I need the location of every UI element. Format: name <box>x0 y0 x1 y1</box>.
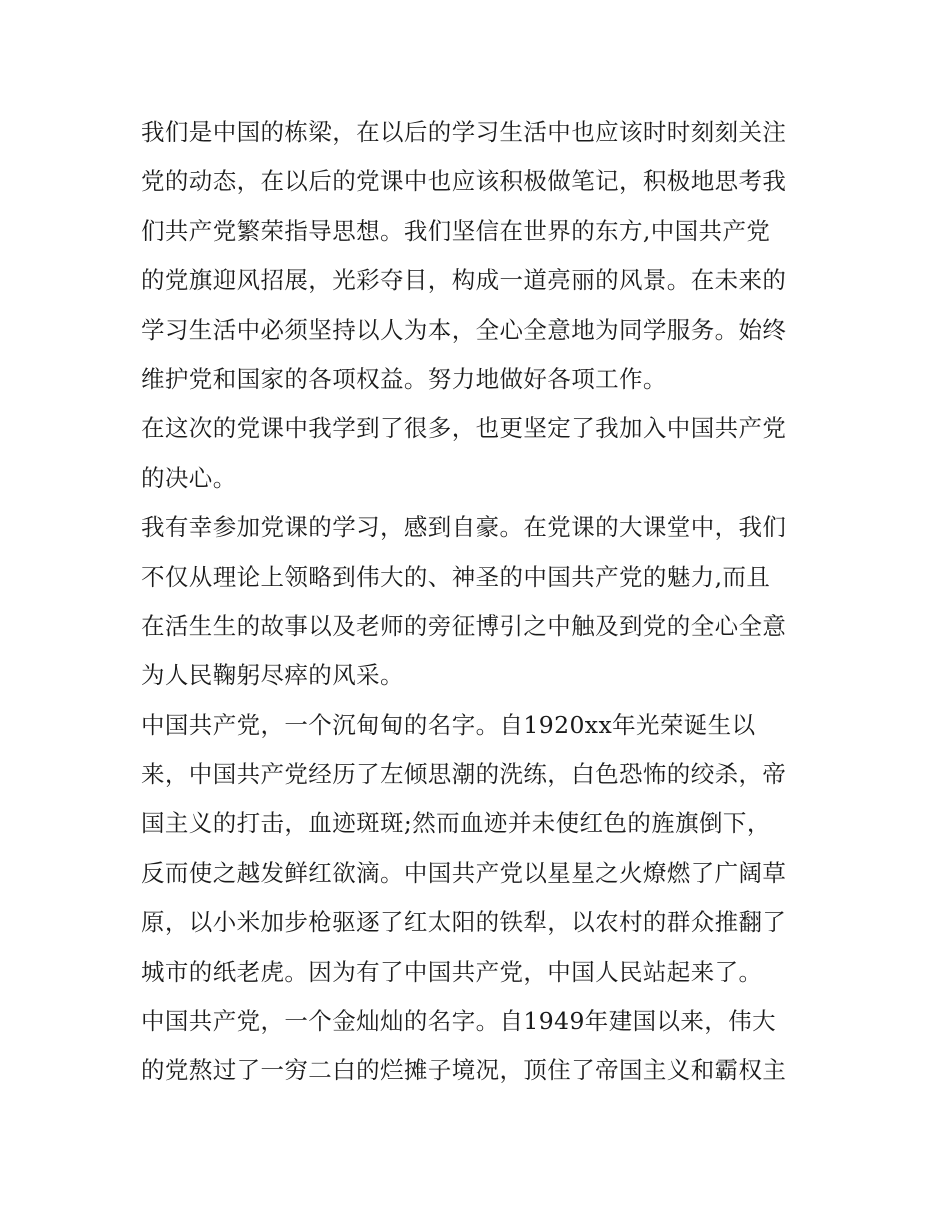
text-line: 为人民鞠躬尽瘁的风采。 <box>141 661 404 690</box>
text-line: 的党旗迎风招展，光彩夺目，构成一道亮丽的风景。在未来的 <box>141 266 787 295</box>
text-line: 党的动态，在以后的党课中也应该积极做笔记，积极地思考我 <box>141 167 787 196</box>
document-body <box>141 108 821 1096</box>
text-line: 中国共产党，一个金灿灿的名字。自1949年建国以来，伟大 <box>141 1007 777 1036</box>
text-line: 的党熬过了一穷二白的烂摊子境况，顶住了帝国主义和霸权主 <box>141 1056 787 1085</box>
text-line: 学习生活中必须坚持以人为本，全心全意地为同学服务。始终 <box>141 315 787 344</box>
text-line: 来，中国共产党经历了左倾思潮的洗练，白色恐怖的绞杀，帝 <box>141 760 787 789</box>
text-line: 中国共产党，一个沉甸甸的名字。自1920xx年光荣诞生以 <box>141 710 756 739</box>
text-line: 维护党和国家的各项权益。努力地做好各项工作。 <box>141 364 667 393</box>
text-line: 不仅从理论上领略到伟大的、神圣的中国共产党的魅力,而且 <box>141 562 771 591</box>
text-line: 我有幸参加党课的学习，感到自豪。在党课的大课堂中，我们 <box>141 513 787 542</box>
text-line: 反而使之越发鲜红欲滴。中国共产党以星星之火燎燃了广阔草 <box>141 858 787 887</box>
text-line: 们共产党繁荣指导思想。我们坚信在世界的东方,中国共产党 <box>141 216 771 245</box>
text-line: 原，以小米加步枪驱逐了红太阳的铁犁，以农村的群众推翻了 <box>141 908 787 937</box>
text-line: 城市的纸老虎。因为有了中国共产党，中国人民站起来了。 <box>141 957 763 986</box>
text-line: 在活生生的故事以及老师的旁征博引之中触及到党的全心全意 <box>141 611 787 640</box>
text-line: 国主义的打击，血迹斑斑;然而血迹并未使红色的旌旗倒下， <box>141 809 771 838</box>
text-line: 我们是中国的栋梁，在以后的学习生活中也应该时时刻刻关注 <box>141 118 787 146</box>
text-line: 的决心。 <box>141 463 237 492</box>
text-line: 在这次的党课中我学到了很多，也更坚定了我加入中国共产党 <box>141 414 787 443</box>
